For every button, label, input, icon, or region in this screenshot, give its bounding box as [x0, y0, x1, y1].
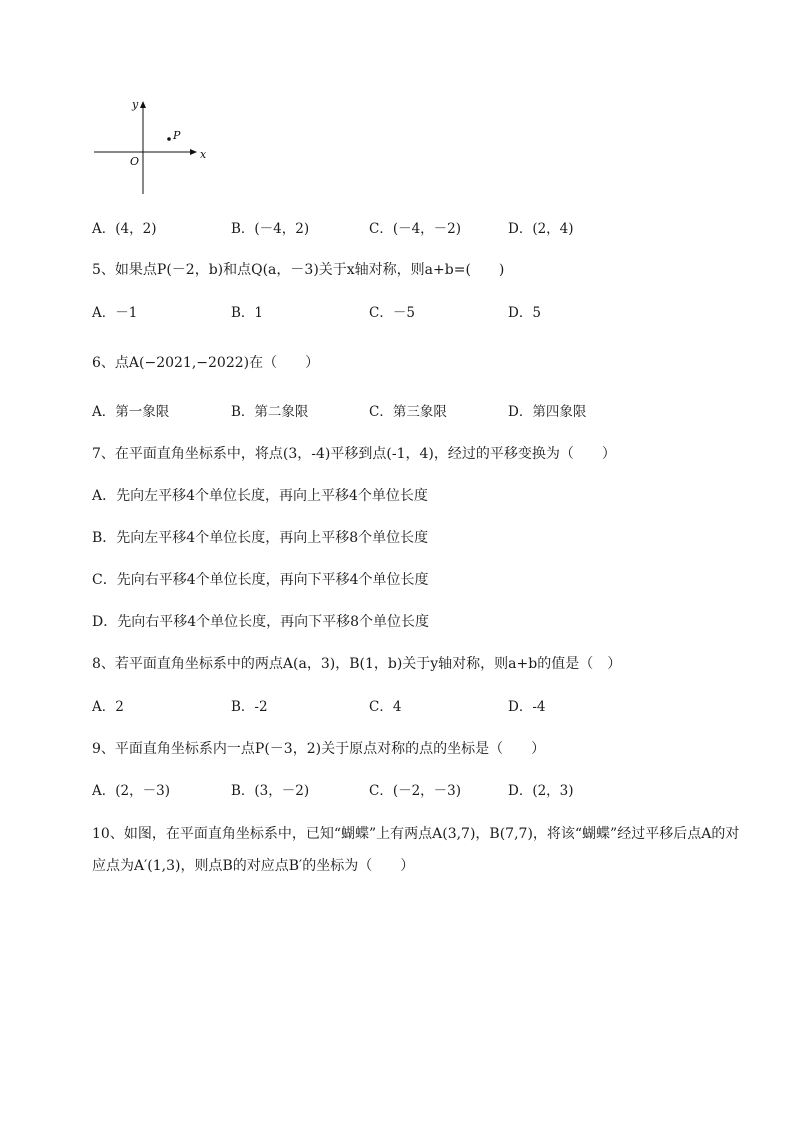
q9-option-c[interactable]: C．(－2，－3): [369, 783, 462, 799]
q9-question: 9、平面直角坐标系内一点P(－3，2)关于原点对称的点的坐标是（ ）: [92, 741, 546, 757]
q9-option-b[interactable]: B．(3，－2): [231, 783, 310, 799]
q5-option-b[interactable]: B．1: [231, 305, 264, 321]
q5-question: 5、如果点P(－2，b)和点Q(a，－3)关于x轴对称，则a+b=( ): [92, 262, 505, 278]
y-axis-label: y: [132, 98, 139, 111]
q6-option-d[interactable]: D．第四象限: [508, 404, 587, 420]
q8-question: 8、若平面直角坐标系中的两点A(a，3)，B(1，b)关于y轴对称，则a+b的值是（ ）: [92, 656, 622, 672]
q9-option-d[interactable]: D．(2，3): [508, 783, 574, 799]
point-p-label: P: [173, 129, 181, 142]
q5-option-d[interactable]: D．5: [508, 305, 541, 321]
coordinate-figure: [86, 92, 216, 202]
q5-option-c[interactable]: C．－5: [369, 305, 415, 321]
q4-option-c[interactable]: C．(－4，－2): [369, 221, 462, 237]
q9-option-a[interactable]: A．(2，－3): [92, 783, 170, 799]
q6-option-a[interactable]: A．第一象限: [92, 404, 170, 420]
q4-option-d[interactable]: D．(2，4): [508, 221, 574, 237]
x-axis-label: x: [200, 148, 207, 161]
q7-option-d[interactable]: D．先向右平移4个单位长度，再向下平移8个单位长度: [92, 614, 430, 630]
q10-question: 10、如图，在平面直角坐标系中，已知“蝴蝶”上有两点A(3,7)，B(7,7)，将该“蝴蝶”经过平移后点A的对应点为A′(1,3)，则点B的对应点B′的坐标为（ ）: [92, 826, 740, 874]
q4-option-a[interactable]: A．(4，2): [92, 221, 157, 237]
q7-question: 7、在平面直角坐标系中，将点(3，-4)平移到点(-1，4)，经过的平移变换为（ ）: [92, 446, 616, 462]
q8-option-c[interactable]: C．4: [369, 699, 402, 715]
q6-option-b[interactable]: B．第二象限: [231, 404, 309, 420]
q6-question: 6、点A(−2021,−2022)在（ ）: [92, 355, 320, 371]
origin-label: O: [130, 155, 140, 168]
q7-option-b[interactable]: B．先向左平移4个单位长度，再向上平移8个单位长度: [92, 530, 429, 546]
point-p: [167, 137, 171, 141]
q5-option-a[interactable]: A．－1: [92, 305, 138, 321]
q8-option-a[interactable]: A．2: [92, 699, 124, 715]
q7-option-c[interactable]: C．先向右平移4个单位长度，再向下平移4个单位长度: [92, 572, 429, 588]
q8-option-d[interactable]: D．-4: [508, 699, 546, 715]
q4-option-b[interactable]: B．(－4，2): [231, 221, 310, 237]
q7-option-a[interactable]: A．先向左平移4个单位长度，再向上平移4个单位长度: [92, 488, 428, 504]
q6-option-c[interactable]: C．第三象限: [369, 404, 447, 420]
q8-option-b[interactable]: B．-2: [231, 699, 268, 715]
